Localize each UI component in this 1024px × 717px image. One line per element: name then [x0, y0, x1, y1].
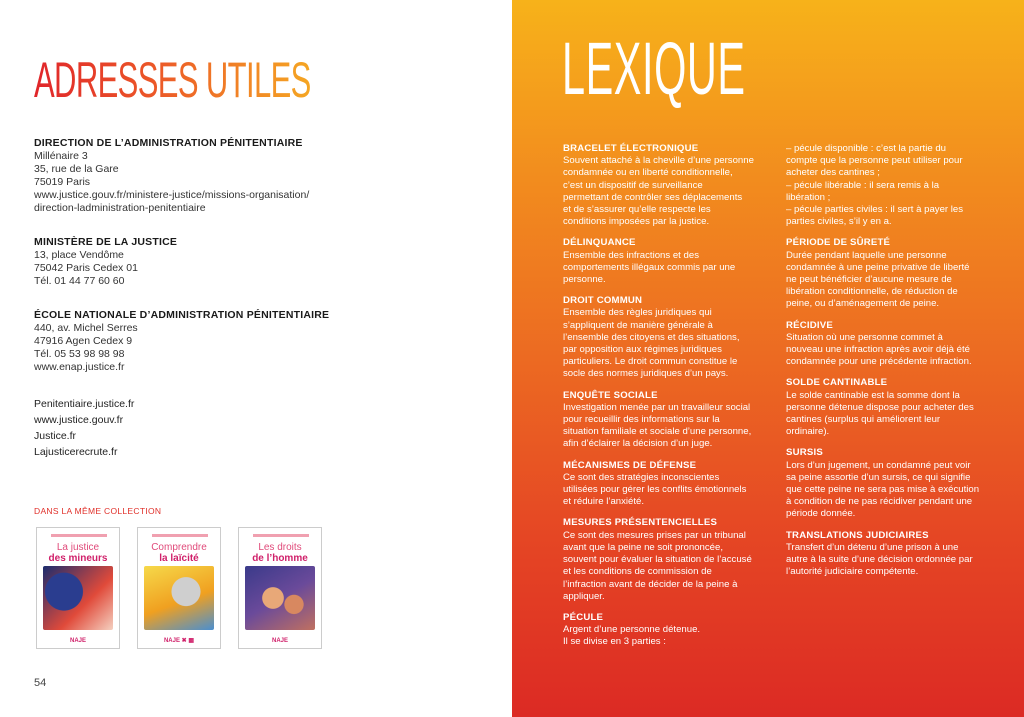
- entry-term: TRANSLATIONS JUDICIAIRES: [786, 529, 929, 541]
- page-title: ADRESSES UTILES: [34, 52, 311, 108]
- entry-term: MESURES PRÉSENTENCIELLES: [563, 517, 718, 529]
- book-title-line1: Les droits: [258, 542, 302, 553]
- book-logo: NAJE: [69, 638, 86, 644]
- book-cover-laicite[interactable]: [137, 527, 221, 649]
- address-link[interactable]: www.justice.gouv.fr/ministere-justice/missions-organisation/: [34, 189, 310, 201]
- book-cover-justice-mineurs[interactable]: [36, 527, 120, 649]
- entry-definition: Ce sont des stratégies inconscientes utilisées pour gérer les conflits émotionnels et réduire l’anxiété.: [563, 471, 747, 508]
- cover-illustration: [245, 566, 315, 630]
- entry-term: PÉRIODE DE SÛRETÉ: [786, 237, 891, 249]
- address-block: [34, 236, 474, 288]
- cover-illustration: [144, 566, 214, 630]
- entry-term: ENQUÊTE SOCIALE: [563, 389, 658, 401]
- book-title-line2: des mineurs: [48, 553, 108, 564]
- entry-definition: Lors d’un jugement, un condamné peut voir sa peine assortie d’un sursis, ce qui signifie que cette peine ne sera pas mise à exécution à condition de ne pas récidiver pendant une période donnée.: [786, 459, 980, 520]
- entry-term: RÉCIDIVE: [786, 319, 833, 331]
- entry-definition: Le solde cantinable est la somme dont la personne détenue dispose pour acheter des cantines (surplus qui améliorent leur ordinaire).: [786, 389, 974, 438]
- entry-definition: Ensemble des infractions et des comportements illégaux commis par une personne.: [563, 249, 736, 286]
- lexique-column-1: [563, 143, 773, 658]
- lexique-entry: [563, 460, 773, 509]
- book-title-line2: la laïcité: [159, 553, 199, 564]
- lexique-entry: [786, 320, 996, 369]
- cover-bar: [253, 534, 309, 537]
- book-title-line2: de l’homme: [252, 553, 308, 564]
- book-title-line1: La justice: [56, 542, 100, 553]
- lexique-entry: [563, 517, 773, 602]
- address-block: [34, 309, 474, 374]
- entry-term: MÉCANISMES DE DÉFENSE: [563, 459, 697, 471]
- address-line: 47916 Agen Cedex 9: [34, 335, 133, 347]
- entry-definition: Situation où une personne commet à nouveau une infraction après avoir déjà été condamnée pour une précédente infraction.: [786, 331, 972, 368]
- entry-definition: Investigation menée par un travailleur social pour recueillir des informations sur la situation familiale et sociale d’une personne, afin d’éclairer la décision d’un juge.: [563, 401, 752, 450]
- cover-bar: [51, 534, 107, 537]
- address-line: Millénaire 3: [34, 150, 88, 162]
- entry-definition: Ce sont des mesures prises par un tribunal avant que la peine ne soit prononcée, souvent pour évaluer la situation de l’accusé et les conditions de commission de l’infraction avant de décider de la peine à appliquer.: [563, 529, 752, 602]
- address-heading: ÉCOLE NATIONALE D’ADMINISTRATION PÉNITENTIAIRE: [34, 309, 330, 321]
- address-line: Tél. 05 53 98 98 98: [34, 348, 125, 360]
- link-justice[interactable]: Justice.fr: [34, 430, 77, 442]
- lexique-entry: [786, 447, 996, 520]
- entry-term: SOLDE CANTINABLE: [786, 377, 888, 389]
- entry-definition: Ensemble des règles juridiques qui s’appliquent de manière générale à l’ensemble des citoyens et des situations, par opposition aux régimes juridiques particuliers. Le droit commun constitue le socle des normes juridiques d’un pays.: [563, 307, 740, 380]
- address-line: 75019 Paris: [34, 176, 91, 188]
- lexique-entry: [786, 377, 996, 438]
- entry-term: DÉLINQUANCE: [563, 237, 636, 249]
- book-cover-droits-homme[interactable]: [238, 527, 322, 649]
- entry-term: SURSIS: [786, 447, 823, 459]
- entry-term: BRACELET ÉLECTRONIQUE: [563, 143, 699, 154]
- link-penitentiaire[interactable]: Penitentiaire.justice.fr: [34, 398, 135, 410]
- address-line: 440, av. Michel Serres: [34, 322, 138, 334]
- lexique-title: LEXIQUE: [562, 27, 746, 110]
- lexique-entry: [563, 390, 773, 451]
- address-line: Tél. 01 44 77 60 60: [34, 275, 125, 287]
- lexique-entry: [563, 295, 773, 380]
- entry-definition: Souvent attaché à la cheville d’une personne condamnée ou en liberté conditionnelle, c’est un dispositif de surveillance permettant de contrôler ses déplacements et de s’assurer qu’elle respecte les conditions imposées par la justice.: [563, 155, 754, 228]
- entry-term: PÉCULE: [563, 611, 604, 623]
- book-title-line1: Comprendre: [151, 542, 207, 553]
- lexique-entry-continued: [786, 143, 996, 228]
- entry-term: DROIT COMMUN: [563, 295, 643, 307]
- lexique-column-2: [786, 143, 996, 588]
- address-line: 13, place Vendôme: [34, 249, 124, 261]
- page-number: 54: [34, 677, 47, 689]
- address-heading: DIRECTION DE L’ADMINISTRATION PÉNITENTIAIRE: [34, 137, 303, 149]
- lexique-entry: [563, 143, 773, 228]
- entry-definition: Argent d’une personne détenue. Il se divise en 3 parties :: [563, 624, 701, 648]
- links-list: [34, 396, 134, 460]
- lexique-entry: [563, 612, 773, 649]
- collection-title: DANS LA MÊME COLLECTION: [34, 506, 162, 516]
- book-logo: NAJE ✖ ▦: [163, 638, 195, 644]
- cover-bar: [152, 534, 208, 537]
- lexique-entry: [786, 237, 996, 310]
- address-line: 75042 Paris Cedex 01: [34, 262, 138, 274]
- lexique-entry: [563, 237, 773, 286]
- entry-definition: Durée pendant laquelle une personne condamnée à une peine privative de liberté ne peut bénéficier d’aucune mesure de libération conditionnelle, de réduction de peine, ou d’aménagement de peine.: [786, 249, 970, 310]
- link-lajusticerecrute[interactable]: Lajusticerecrute.fr: [34, 446, 118, 458]
- book-logo: NAJE: [271, 638, 288, 644]
- lexique-entry: [786, 530, 996, 579]
- address-block: [34, 137, 474, 215]
- address-link[interactable]: www.enap.justice.fr: [34, 361, 125, 373]
- link-justice-gouv[interactable]: www.justice.gouv.fr: [34, 414, 124, 426]
- entry-definition: – pécule disponible : c’est la partie du compte que la personne peut utiliser pour acheter des cantines ; – pécule libérable : il sera remis à la libération ; – pécule parties civiles : il sert à payer les parties civiles, s’il y en a.: [786, 143, 964, 228]
- address-line: 35, rue de la Gare: [34, 163, 119, 175]
- address-link[interactable]: direction-ladministration-penitentiaire: [34, 202, 206, 214]
- entry-definition: Transfert d’un détenu d’une prison à une autre à la suite d’une décision ordonnée par l’autorité judiciaire compétente.: [786, 541, 973, 578]
- cover-illustration: [43, 566, 113, 630]
- address-heading: MINISTÈRE DE LA JUSTICE: [34, 236, 178, 248]
